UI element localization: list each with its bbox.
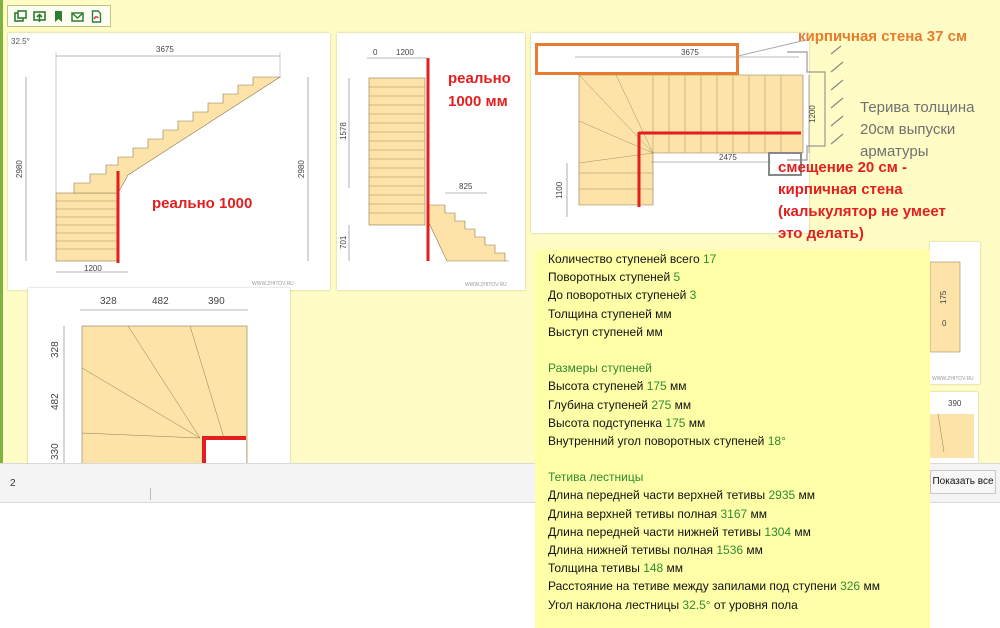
dim-2475: 2475 (719, 153, 737, 162)
teriva-label-1: Терива толщина (860, 99, 975, 116)
divider (150, 488, 151, 500)
dim-175: 175 (939, 290, 948, 304)
calc-row: Выступ ступеней мм (548, 324, 663, 339)
dim-1200-top: 1200 (396, 48, 414, 57)
calc-row: Внутренний угол поворотных ступеней 18° (548, 433, 786, 448)
turn-steps-drawing[interactable] (28, 288, 290, 488)
brick-wall-marker (535, 43, 739, 75)
section-step-sizes: Размеры ступеней (548, 361, 653, 376)
offset-label-4: это делать) (778, 225, 864, 242)
section-stringer: Тетива лестницы (548, 470, 644, 485)
dim-390-top: 390 (208, 296, 225, 307)
front-real-note-line2: 1000 мм (448, 93, 508, 110)
show-all-button[interactable]: Показать все (930, 470, 996, 494)
calc-row: Высота ступеней 175 мм (548, 379, 687, 394)
calc-row: Количество ступеней всего 17 (548, 252, 717, 266)
calc-row: До поворотных ступеней 3 (548, 288, 697, 303)
dim-482-top: 482 (152, 296, 169, 307)
offset-label-2: кирпичная стена (778, 181, 903, 198)
calc-row: Длина передней части нижней тетивы 1304 мм (548, 524, 811, 539)
window-icon[interactable] (13, 9, 27, 23)
brick-wall-label: кирпичная стена 37 см (798, 28, 968, 45)
dim-0: 0 (373, 48, 378, 57)
bottom-left-text: 2 (10, 478, 16, 489)
dim-330-left: 330 (50, 443, 61, 460)
dim-1200: 1200 (84, 264, 102, 273)
dim-3675-plan: 3675 (681, 48, 699, 57)
pdf-icon[interactable] (89, 9, 103, 23)
watermark: WWW.ZHITOV.RU (252, 281, 294, 287)
dim-3675: 3675 (156, 45, 174, 54)
calc-row: Длина передней части верхней тетивы 2935 мм (548, 488, 816, 503)
teriva-label-2: 20см выпуски (860, 121, 956, 138)
dim-390-partial: 390 (948, 399, 962, 408)
dim-1200-plan: 1200 (808, 105, 817, 123)
watermark: WWW.ZHITOV.RU (465, 282, 507, 288)
toolbar (7, 5, 111, 27)
angle-label: 32.5° (11, 37, 30, 46)
dim-0-partial: 0 (942, 319, 947, 328)
calc-row: Толщина тетивы 148 мм (548, 561, 684, 576)
front-real-note-line1: реально (448, 70, 511, 87)
dim-2980-right: 2980 (297, 160, 306, 178)
dim-1100: 1100 (555, 181, 564, 199)
calc-row: Длина нижней тетивы полная 1536 мм (548, 543, 763, 557)
offset-label-3: (калькулятор не умеет (778, 203, 946, 220)
calculator-results (535, 250, 930, 628)
offset-label-1: смещение 20 см - (778, 159, 908, 176)
left-accent-stripe (0, 0, 3, 470)
calc-row: Глубина ступеней 275 мм (548, 397, 692, 412)
partial-drawing-right-lower[interactable] (930, 392, 978, 464)
dim-1578: 1578 (339, 122, 348, 140)
side-real-note: реально 1000 (152, 195, 253, 212)
dim-701: 701 (339, 235, 348, 249)
calc-row: Толщина ступеней мм (548, 306, 672, 321)
dim-825: 825 (459, 182, 473, 191)
dim-482-left: 482 (50, 393, 61, 410)
side-elevation-drawing[interactable] (8, 33, 330, 290)
dim-2980-left: 2980 (15, 160, 24, 178)
calc-row: Длина верхней тетивы полная 3167 мм (548, 506, 768, 521)
watermark: WWW.ZHITOV.RU (932, 376, 974, 382)
partial-drawing-right[interactable] (930, 242, 980, 384)
bookmark-icon[interactable] (51, 9, 65, 23)
calc-row: Высота подступенка 175 мм (548, 415, 706, 430)
calc-row: Угол наклона лестницы 32.5° от уровня пола (548, 597, 798, 612)
dim-328-left: 328 (50, 341, 61, 358)
mail-icon[interactable] (70, 9, 84, 23)
teriva-label-3: арматуры (860, 143, 929, 160)
export-icon[interactable] (32, 9, 46, 23)
dim-328-top: 328 (100, 296, 117, 307)
calc-row: Поворотных ступеней 5 (548, 270, 681, 285)
calc-row: Расстояние на тетиве между запилами под ступени 326 мм (548, 579, 880, 594)
